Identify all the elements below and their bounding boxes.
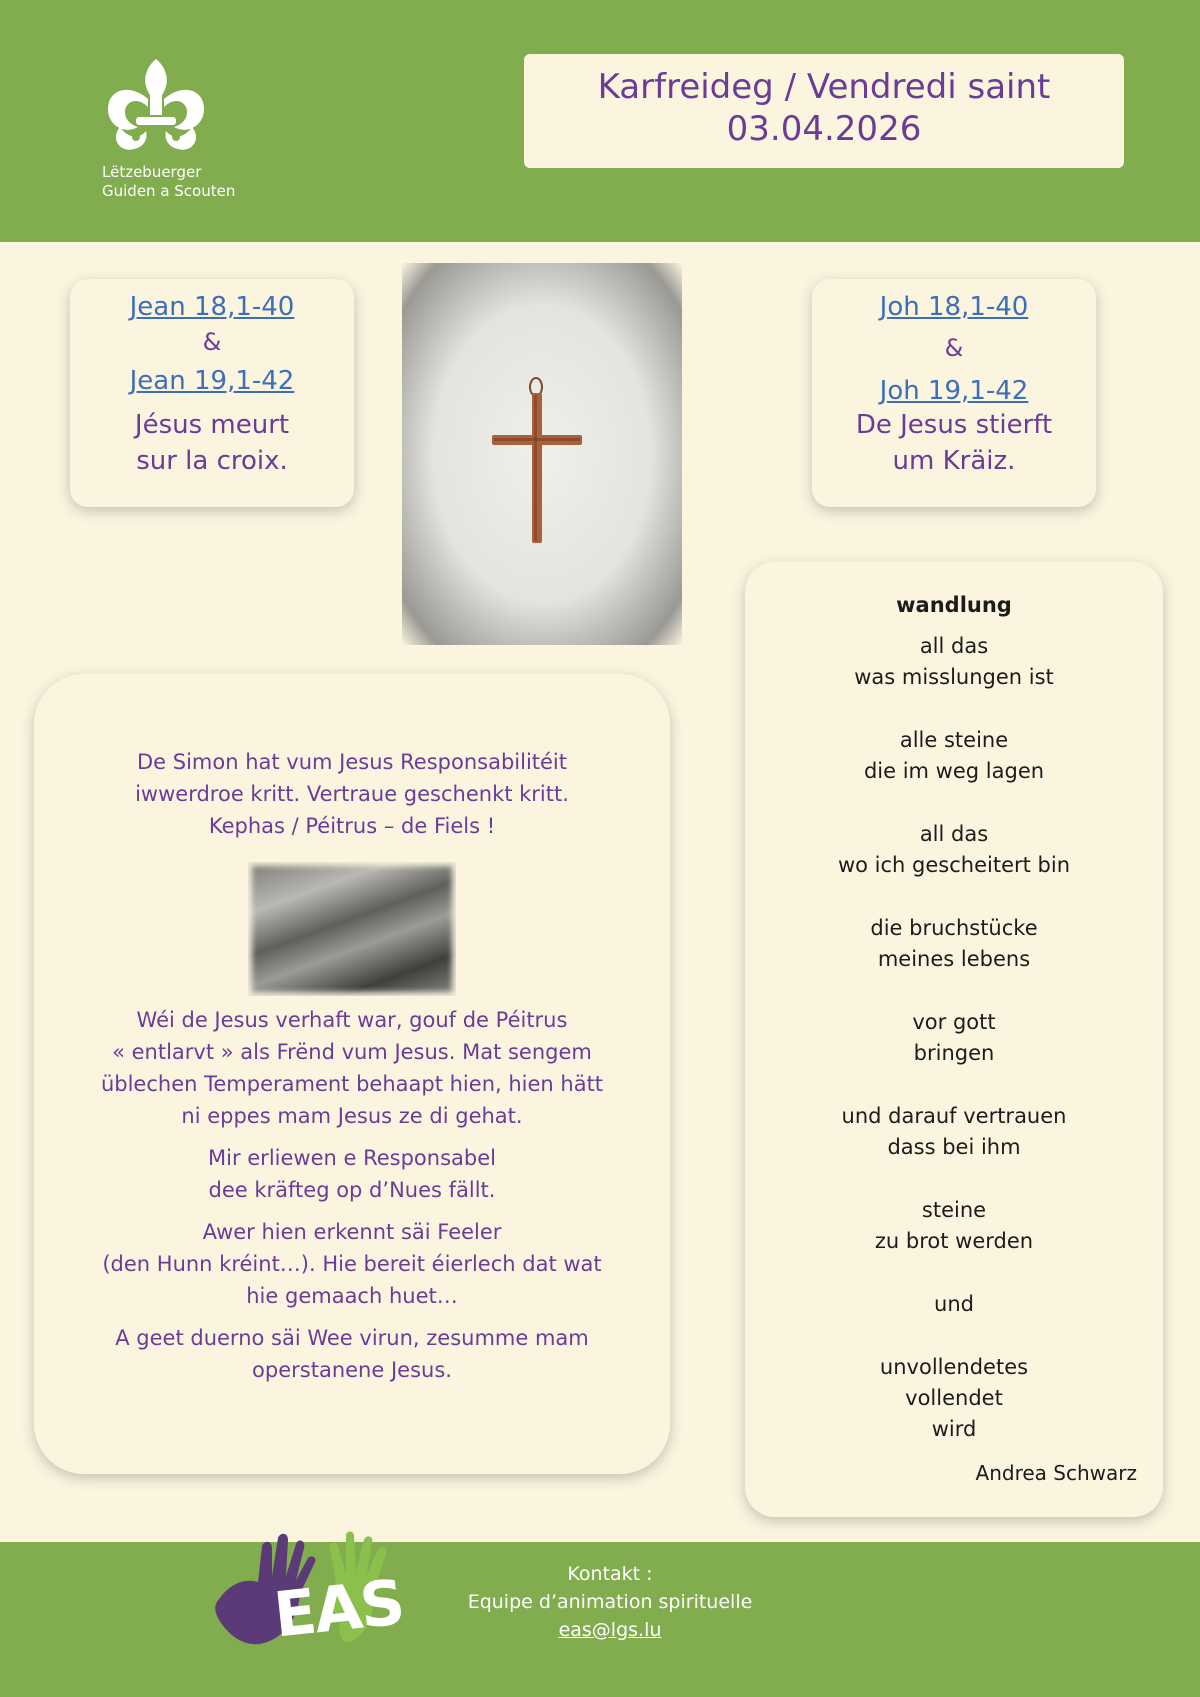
cross-icon xyxy=(402,263,682,645)
french-reference-card xyxy=(70,279,354,507)
bible-link-joh-18[interactable]: Joh 18,1-40 xyxy=(879,292,1029,322)
ampersand: & xyxy=(202,328,222,356)
poem-line: die bruchstücke xyxy=(870,916,1038,940)
logo-text-line2: Guiden a Scouten xyxy=(102,182,236,200)
contact-email-link[interactable]: eas@lgs.lu xyxy=(558,1619,662,1641)
story-text: Kephas / Péitrus – de Fiels ! xyxy=(208,814,496,838)
contact-organisation: Equipe d’animation spirituelle xyxy=(467,1591,753,1613)
poem-line: vollendet xyxy=(905,1386,1003,1410)
poem-line: wo ich gescheitert bin xyxy=(837,853,1071,877)
poem-line: was misslungen ist xyxy=(854,665,1054,689)
rock-photo xyxy=(248,862,456,996)
poem-line: all das xyxy=(919,634,989,658)
reference-caption-line1: Jésus meurt xyxy=(134,410,290,440)
cross-photo xyxy=(402,263,682,645)
story-text: ni eppes mam Jesus ze di gehat. xyxy=(181,1104,523,1128)
ampersand: & xyxy=(944,334,964,362)
poem-line: zu brot werden xyxy=(874,1229,1034,1253)
poem-author: Andrea Schwarz xyxy=(975,1461,1137,1485)
poem-line: alle steine xyxy=(899,728,1009,752)
story-card xyxy=(34,674,670,1474)
story-text: dee kräfteg op d’Nues fällt. xyxy=(208,1178,496,1202)
reference-caption-line2: um Kräiz. xyxy=(892,446,1016,476)
contact-block xyxy=(440,1560,780,1644)
story-text: hie gemaach huet… xyxy=(246,1284,458,1308)
reference-caption-line1: De Jesus stierft xyxy=(855,410,1053,440)
story-text: Mir erliewen e Responsabel xyxy=(208,1146,496,1170)
poem-line: und xyxy=(934,1292,974,1316)
story-text: operstanene Jesus. xyxy=(252,1358,452,1382)
poem-line: wird xyxy=(931,1417,977,1441)
luxembourgish-reference-card xyxy=(812,279,1096,507)
eas-logo-text: EAS xyxy=(270,1565,407,1652)
story-text: A geet duerno säi Wee virun, zesumme mam xyxy=(115,1326,589,1350)
poem-line: all das xyxy=(919,822,989,846)
poem-line: und darauf vertrauen xyxy=(841,1104,1067,1128)
title-box xyxy=(524,54,1124,168)
scouts-logo xyxy=(96,55,256,205)
logo-text-line1: Lëtzebuerger xyxy=(102,163,202,181)
story-text: De Simon hat vum Jesus Responsabilitéit xyxy=(136,750,568,774)
poem-line: die im weg lagen xyxy=(863,759,1045,783)
eas-logo xyxy=(210,1528,430,1658)
reference-caption-line2: sur la croix. xyxy=(136,446,288,476)
story-text: (den Hunn kréint…). Hie bereit éierlech dat wat xyxy=(102,1252,602,1276)
story-text: Awer hien erkennt säi Feeler xyxy=(202,1220,502,1244)
poem-line: steine xyxy=(921,1198,987,1222)
poem-card xyxy=(745,562,1163,1517)
fleur-de-lis-icon xyxy=(100,55,212,155)
page-date: 03.04.2026 xyxy=(726,109,922,149)
bible-link-jean-19[interactable]: Jean 19,1-42 xyxy=(129,366,295,396)
story-text: « entlarvt » als Frënd vum Jesus. Mat sengem xyxy=(112,1040,592,1064)
contact-label: Kontakt : xyxy=(567,1563,653,1585)
poem-title: wandlung xyxy=(896,593,1012,617)
poem-line: meines lebens xyxy=(877,947,1031,971)
bible-link-joh-19[interactable]: Joh 19,1-42 xyxy=(879,376,1029,406)
page-title: Karfreideg / Vendredi saint xyxy=(597,67,1051,107)
story-text: iwwerdroe kritt. Vertraue geschenkt kritt. xyxy=(135,782,569,806)
poem-line: bringen xyxy=(913,1041,995,1065)
header-band xyxy=(0,0,1200,242)
poem-line: dass bei ihm xyxy=(887,1135,1021,1159)
poem-line: unvollendetes xyxy=(879,1355,1029,1379)
poem-line: vor gott xyxy=(912,1010,996,1034)
bible-link-jean-18[interactable]: Jean 18,1-40 xyxy=(129,292,295,322)
story-text: Wéi de Jesus verhaft war, gouf de Péitrus xyxy=(136,1008,568,1032)
story-text: üblechen Temperament behaapt hien, hien hätt xyxy=(100,1072,604,1096)
